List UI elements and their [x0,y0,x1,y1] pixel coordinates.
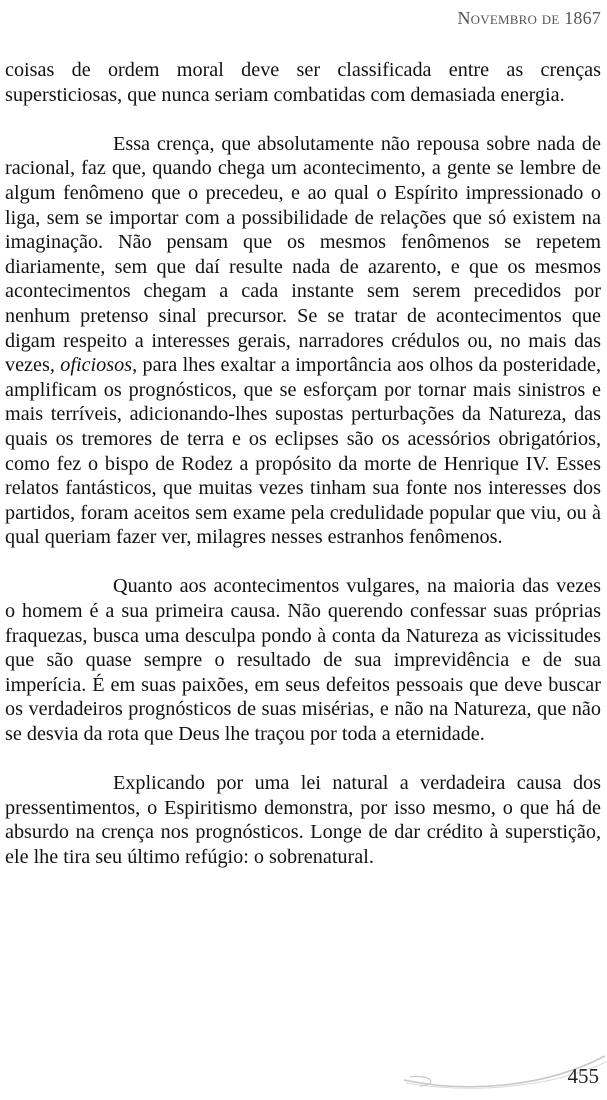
emphasis-oficiosos: oficiosos [60,354,133,377]
running-header: Novembro de 1867 [457,8,601,28]
paragraph-2 [5,132,601,550]
page-number: 455 [567,1064,599,1088]
paragraph-4: Explicando por uma lei natural a verdadeira causa dos pressentimentos, o Espiritismo demonstra, por isso mesmo, o que há de absurdo na crença nos prognósticos. Longe de dar crédito à superstição, ele lhe tira seu último refúgio: o sobrenatural. [5,772,601,868]
page-body [5,58,601,894]
paragraph-1: coisas de ordem moral deve ser classificada entre as crenças supersticiosas, que nunca seriam combatidas com demasiada energia. [5,59,601,106]
paragraph-2-lead: Essa crença, que absolutamente não repousa sobre nada de racional, faz que, quando chega um acontecimento, a gente se lembre de algum fenômeno que o precedeu, e ao qual o Espírito impressionado o liga, sem se importar com a possibilidade de relações que só existem na imaginação. Não pensam que os mesmos fenômenos se repetem diariamente, sem que daí resulte nada de azarento, e que os mesmos acontecimentos chegam a cada instante sem serem precedidos por nenhum pretenso sinal precursor. Se se tratar de acontecimentos que digam respeito a interesses gerais, narradores crédulos ou, no mais das vezes, [5,132,601,377]
paragraph-2-tail: , para lhes exaltar a importância aos olhos da posteridade, amplificam os prognósticos, que se esforçam por tornar mais sinistros e mais terríveis, adicionando-lhes supostas perturbações da Natureza, das quais os tremores de terra e os eclipses são os acessórios obrigatórios, como fez o bispo de Rodez a propósito da morte de Henrique IV. Esses relatos fantásticos, que muitas vezes tinham sua fonte nos interesses dos partidos, foram aceitos sem exame pela credulidade popular que viu, ou à qual queriam fazer ver, milagres nesses estranhos fenômenos. [5,354,601,549]
paragraph-3: Quanto aos acontecimentos vulgares, na maioria das vezes o homem é a sua primeira causa. Não querendo confessar suas próprias fraquezas, busca uma desculpa pondo à conta da Natureza as vicissitudes que são quase sempre o resultado de sua imprevidência e de sua imperícia. É em suas paixões, em seus defeitos pessoais que deve buscar os verdadeiros prognósticos de suas misérias, e não na Natureza, que não se desvia da rota que Deus lhe traçou por toda a eternidade. [5,575,601,746]
